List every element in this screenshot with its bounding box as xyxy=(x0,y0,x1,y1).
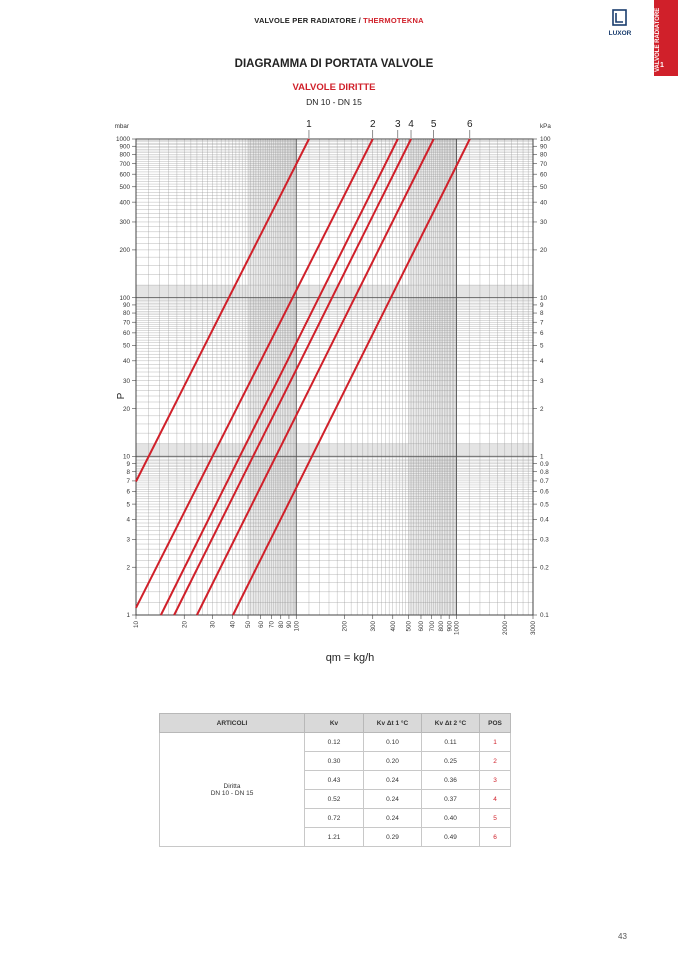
series-label-4: 4 xyxy=(408,119,414,130)
cell-kv2: 0.25 xyxy=(422,752,480,771)
y-tick-label-right: 5 xyxy=(540,342,544,350)
series-label-3: 3 xyxy=(395,119,401,130)
page-subtitle-dn: DN 10 - DN 15 xyxy=(306,97,362,107)
x-tick-label: 10 xyxy=(133,621,141,629)
y-tick-label-left: 80 xyxy=(122,310,130,318)
x-tick-label: 50 xyxy=(245,621,253,629)
y-tick-label-left: 700 xyxy=(119,160,130,168)
cell-kv1: 0.24 xyxy=(364,790,422,809)
cell-kv2: 0.11 xyxy=(422,733,480,752)
x-tick-label: 60 xyxy=(257,621,265,629)
cell-kv1: 0.10 xyxy=(364,733,422,752)
cell-pos: 1 xyxy=(480,733,511,752)
th-pos: POS xyxy=(480,714,511,733)
y-tick-label-right: 2 xyxy=(540,405,544,413)
y-axis-title: P xyxy=(116,392,127,400)
x-tick-label: 40 xyxy=(229,621,237,629)
x-axis-title: qm = kg/h xyxy=(325,652,375,664)
cell-kv2: 0.37 xyxy=(422,790,480,809)
y-tick-label-right: 60 xyxy=(540,171,548,179)
th-kv1: Kv Δt 1 °C xyxy=(364,714,422,733)
cell-kv1: 0.24 xyxy=(364,809,422,828)
y-tick-label-right: 0.5 xyxy=(540,501,549,509)
x-tick-label: 800 xyxy=(438,621,446,632)
cell-pos: 6 xyxy=(480,828,511,847)
series-label-5: 5 xyxy=(430,119,437,130)
y-tick-label-right: 50 xyxy=(540,183,548,191)
y-tick-label-right: 0.3 xyxy=(540,536,549,544)
y-tick-label-left: 400 xyxy=(119,199,130,207)
y-tick-label-right: 0.4 xyxy=(540,516,549,524)
cell-kv2: 0.36 xyxy=(422,771,480,790)
y-tick-label-left: 8 xyxy=(126,468,130,476)
x-tick-label: 300 xyxy=(369,621,377,632)
cell-kv: 0.72 xyxy=(305,809,364,828)
y-tick-label-right: 0.8 xyxy=(540,468,549,476)
cell-kv: 1.21 xyxy=(305,828,364,847)
x-tick-label: 90 xyxy=(286,621,294,629)
y-tick-label-left: 900 xyxy=(119,143,130,151)
cell-pos: 3 xyxy=(480,771,511,790)
x-tick-label: 3000 xyxy=(530,621,538,636)
cell-kv: 0.43 xyxy=(305,771,364,790)
logo-text: LUXOR xyxy=(608,30,632,37)
x-tick-label: 600 xyxy=(418,621,426,632)
article-cell xyxy=(160,733,305,847)
y-tick-label-left: 100 xyxy=(119,294,130,302)
y-tick-label-left: 70 xyxy=(122,319,130,327)
x-tick-label: 100 xyxy=(293,621,301,632)
y-tick-label-right: 0.1 xyxy=(540,612,549,620)
section-tab-label: VALVOLE RADIATORE xyxy=(655,7,661,72)
series-label-2: 2 xyxy=(369,119,376,130)
header-separator: / xyxy=(356,16,364,25)
cell-pos: 5 xyxy=(480,809,511,828)
kv-table xyxy=(159,713,511,847)
y-tick-label-left: 1 xyxy=(126,612,130,620)
y-tick-label-right: 90 xyxy=(540,143,548,151)
cell-kv1: 0.20 xyxy=(364,752,422,771)
y-tick-label-left: 50 xyxy=(122,342,130,350)
y-tick-label-left: 4 xyxy=(126,516,130,524)
y-tick-label-right: 80 xyxy=(540,151,548,159)
th-kv2: Kv Δt 2 °C xyxy=(422,714,480,733)
y-tick-label-left: 3 xyxy=(126,536,130,544)
y-tick-label-right: 20 xyxy=(540,247,548,255)
x-tick-label: 700 xyxy=(428,621,436,632)
series-label-6: 6 xyxy=(467,119,473,130)
cell-kv1: 0.24 xyxy=(364,771,422,790)
y-tick-label-right: 3 xyxy=(540,377,544,385)
cell-pos: 4 xyxy=(480,790,511,809)
y-tick-label-right: 0.2 xyxy=(540,564,549,572)
y-tick-label-left: 800 xyxy=(119,151,130,159)
y-tick-label-left: 500 xyxy=(119,183,130,191)
x-tick-label: 20 xyxy=(181,621,189,629)
x-tick-label: 30 xyxy=(209,621,217,629)
y-tick-label-left: 1000 xyxy=(115,136,130,144)
y-left-unit: mbar xyxy=(114,123,129,130)
y-tick-label-left: 2 xyxy=(126,564,130,572)
y-tick-label-right: 6 xyxy=(540,330,544,338)
y-tick-label-left: 9 xyxy=(126,460,130,468)
y-tick-label-right: 100 xyxy=(540,136,551,144)
table-row xyxy=(160,733,511,752)
y-tick-label-left: 60 xyxy=(122,330,130,338)
x-tick-label: 1000 xyxy=(453,621,461,636)
y-tick-label-right: 4 xyxy=(540,358,544,366)
page-subtitle: VALVOLE DIRITTE xyxy=(292,82,376,93)
y-tick-label-right: 1 xyxy=(540,453,544,461)
y-tick-label-right: 9 xyxy=(540,302,544,310)
cell-kv: 0.12 xyxy=(305,733,364,752)
cell-kv2: 0.49 xyxy=(422,828,480,847)
table-header-row xyxy=(160,714,511,733)
x-tick-label: 80 xyxy=(277,621,285,629)
y-tick-label-left: 5 xyxy=(126,501,130,509)
y-tick-label-right: 7 xyxy=(540,319,544,327)
x-tick-label: 2000 xyxy=(501,621,509,636)
y-tick-label-left: 300 xyxy=(119,219,130,227)
page-title: DIAGRAMMA DI PORTATA VALVOLE xyxy=(234,58,434,70)
y-tick-label-left: 7 xyxy=(126,478,130,486)
cell-kv2: 0.40 xyxy=(422,809,480,828)
x-tick-label: 200 xyxy=(341,621,349,632)
page-number: 43 xyxy=(618,932,627,941)
x-tick-label: 500 xyxy=(405,621,413,632)
y-tick-label-left: 30 xyxy=(122,377,130,385)
cell-kv: 0.30 xyxy=(305,752,364,771)
cell-kv1: 0.29 xyxy=(364,828,422,847)
y-tick-label-left: 6 xyxy=(126,488,130,496)
x-tick-label: 400 xyxy=(389,621,397,632)
y-tick-label-right: 40 xyxy=(540,199,548,207)
y-tick-label-right: 10 xyxy=(540,294,548,302)
y-tick-label-right: 0.7 xyxy=(540,478,549,486)
cell-pos: 2 xyxy=(480,752,511,771)
section-tab-number: 1 xyxy=(660,62,664,69)
shade-band xyxy=(136,444,533,457)
y-tick-label-right: 30 xyxy=(540,219,548,227)
article-line-1: Diritta xyxy=(223,782,241,790)
y-tick-label-right: 0.9 xyxy=(540,460,549,468)
y-tick-label-left: 20 xyxy=(122,405,130,413)
y-tick-label-right: 70 xyxy=(540,160,548,168)
article-line-2: DN 10 - DN 15 xyxy=(210,789,254,797)
header-brand: THERMOTEKNA xyxy=(363,16,424,25)
y-tick-label-right: 0.6 xyxy=(540,488,549,496)
y-tick-label-left: 90 xyxy=(122,302,130,310)
y-tick-label-left: 40 xyxy=(122,358,130,366)
x-tick-label: 900 xyxy=(446,621,454,632)
y-tick-label-left: 200 xyxy=(119,247,130,255)
y-tick-label-left: 10 xyxy=(122,453,130,461)
th-kv: Kv xyxy=(305,714,364,733)
series-label-1: 1 xyxy=(306,119,312,130)
x-tick-label: 70 xyxy=(268,621,276,629)
y-tick-label-left: 600 xyxy=(119,171,130,179)
header-section: VALVOLE PER RADIATORE xyxy=(254,16,357,25)
y-right-unit: kPa xyxy=(540,123,551,130)
y-tick-label-right: 8 xyxy=(540,310,544,318)
th-articoli: ARTICOLI xyxy=(160,714,305,733)
cell-kv: 0.52 xyxy=(305,790,364,809)
